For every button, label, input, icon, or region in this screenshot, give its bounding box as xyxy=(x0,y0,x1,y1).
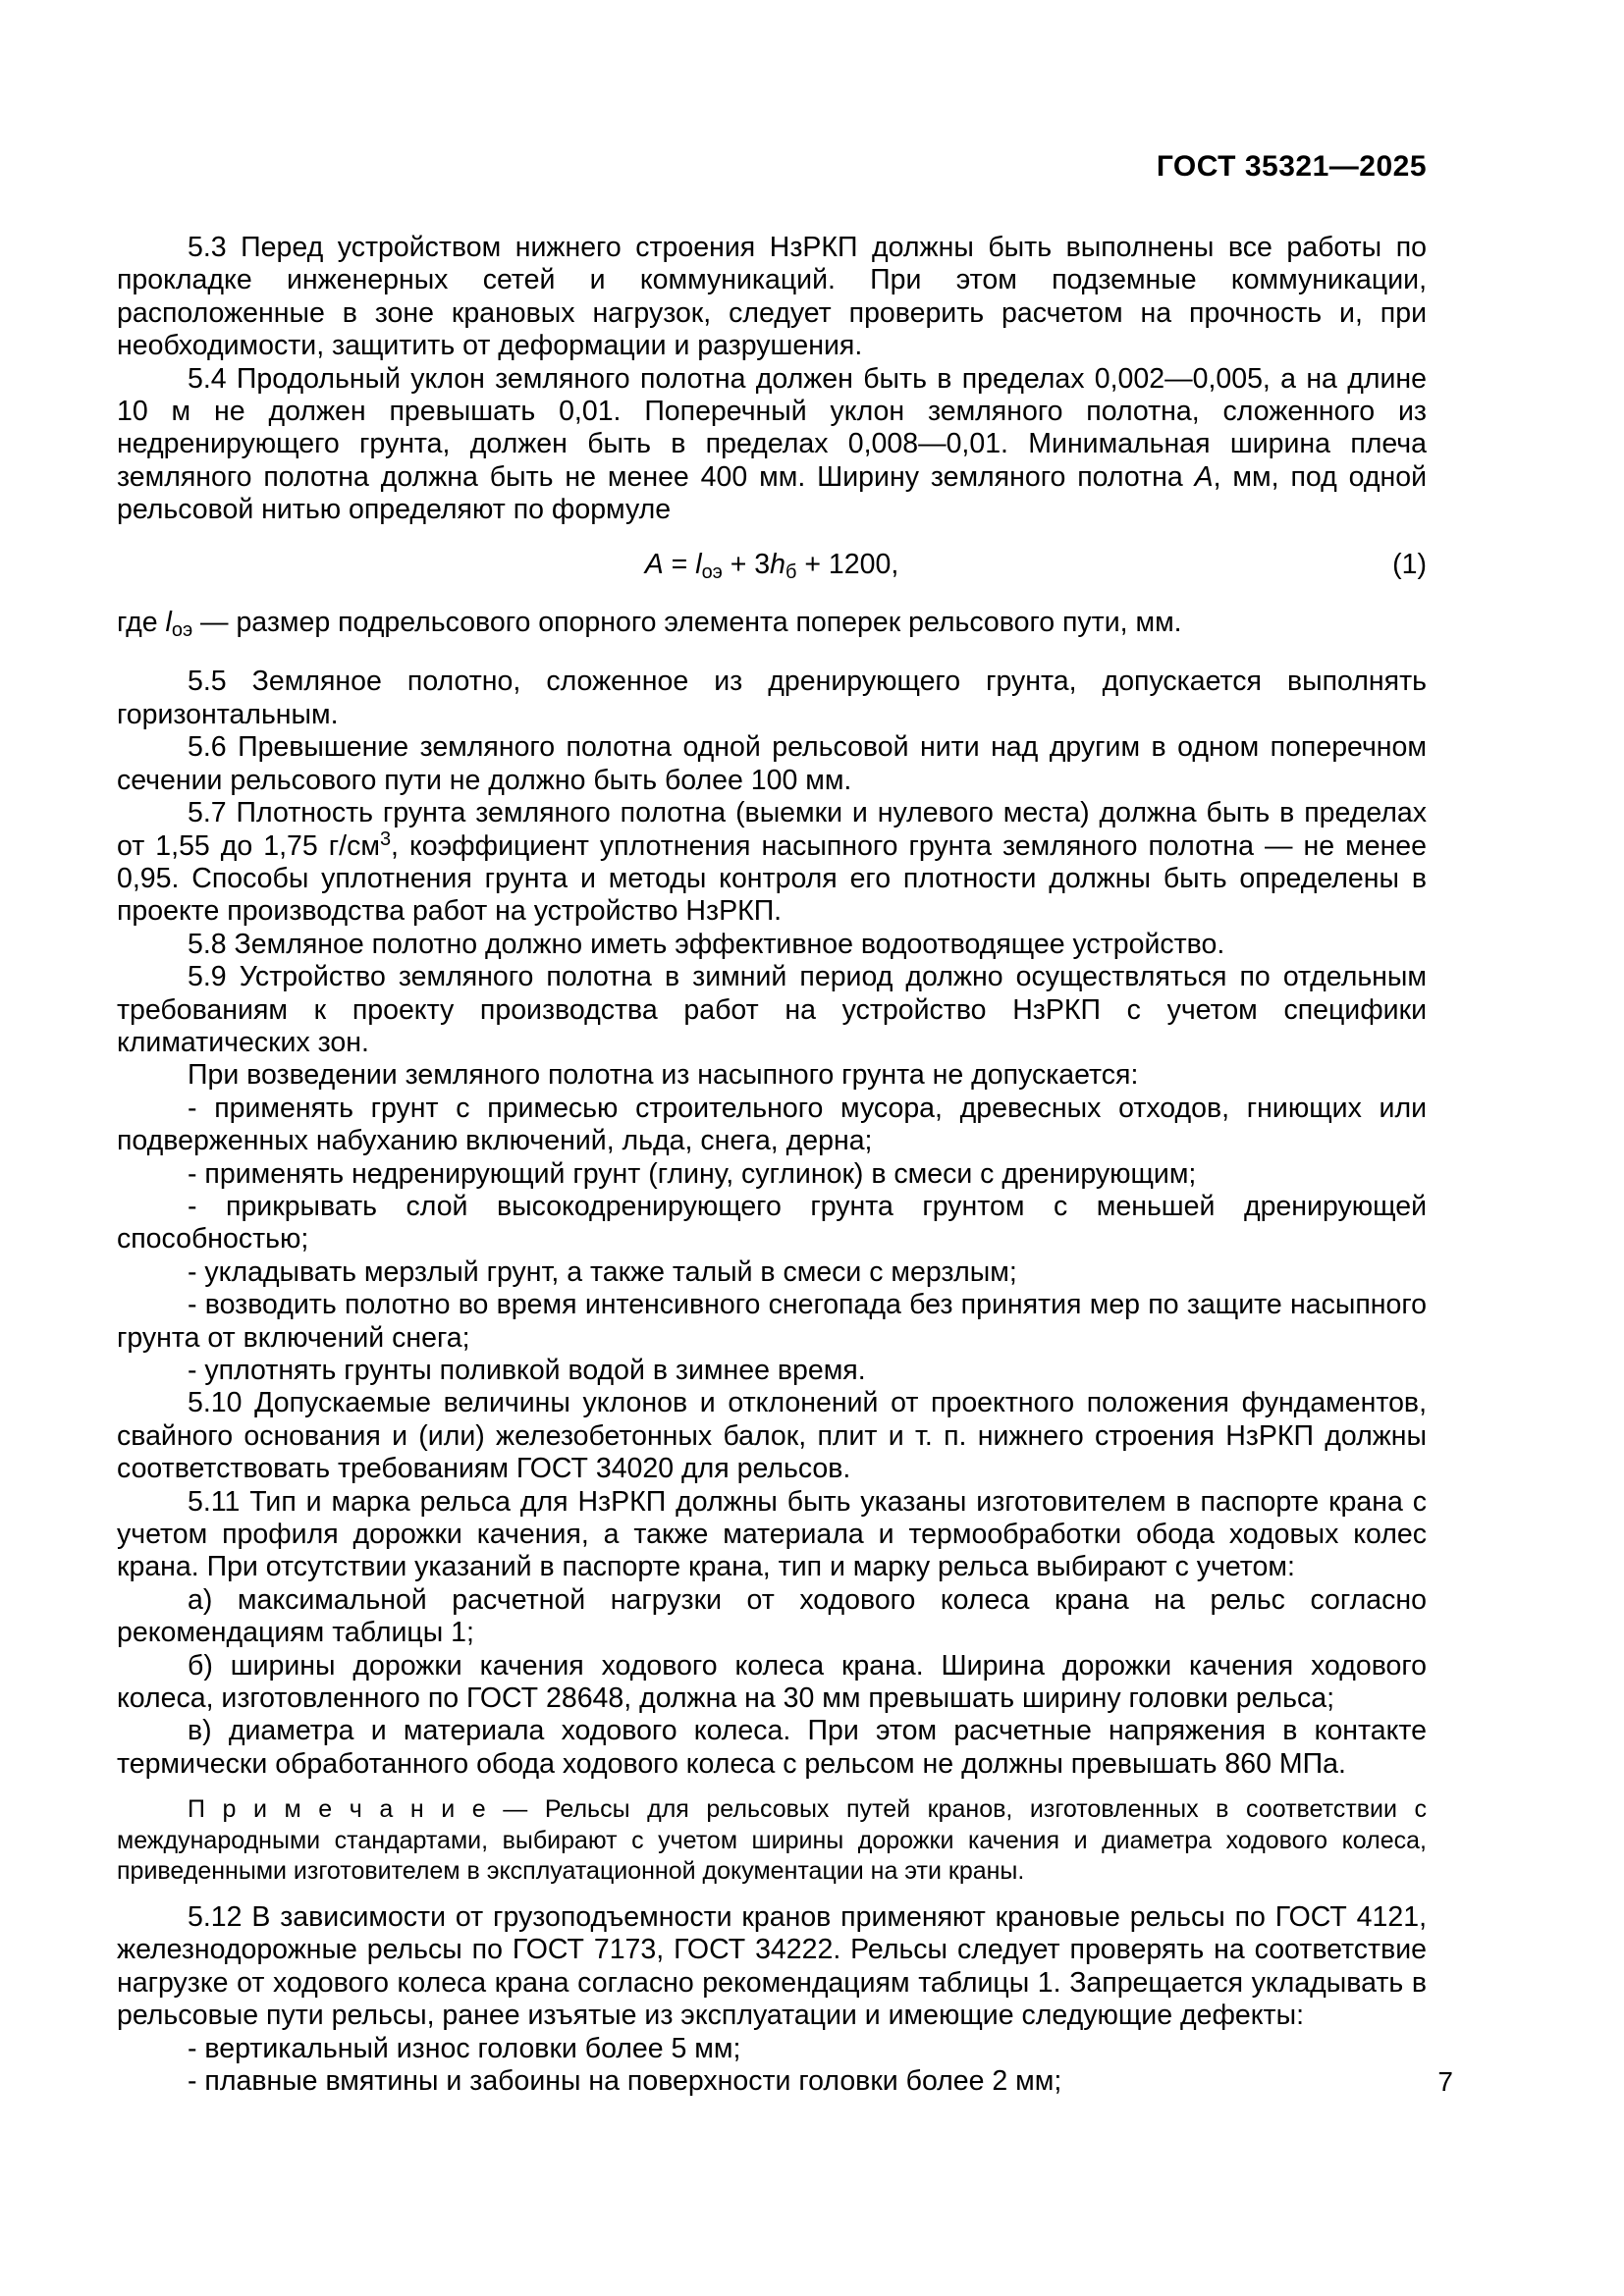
list-item: - вертикальный износ головки более 5 мм; xyxy=(188,2032,741,2064)
paragraph: 5.5 Земляное полотно, сложенное из дренирующего грунта, допускается выполнять горизонтальным. xyxy=(117,666,1427,730)
list-item: - возводить полотно во время интенсивного снегопада без принятия мер по защите насыпного грунта от включений снега; xyxy=(117,1289,1427,1354)
document-body xyxy=(117,232,1427,2099)
paragraph: 5.10 Допускаемые величины уклонов и отклонений от проектного положения фундаментов, свайного основания и (или) железобетонных балок, плит и т. п. нижнего строения НзРКП должны соответствовать требованиям ГОСТ 34020 для рельсов. xyxy=(117,1387,1427,1485)
formula-expression: $А = l_{оэ} + 3h_б + 1200$, xyxy=(644,548,899,583)
document-code-header: ГОСТ 35321—2025 xyxy=(1156,150,1427,183)
paragraph: 5.7 Плотность грунта земляного полотна (выемки и нулевого места) должна быть в пределах от 1,55 до 1,75 $г/см^3$, коэффициент уплотнения насыпного грунта земляного полотна — не менее 0,95. Способы уплотнения грунта и методы контроля его плотности должны быть определены в проекте производства работ на устройство НзРКП. xyxy=(117,797,1428,928)
list-item: в) диаметра и материала ходового колеса. При этом расчетные напряжения в контакте термически обработанного обода ходового колеса с рельсом не должны превышать 860 МПа. xyxy=(117,1715,1427,1780)
list-item: - плавные вмятины и забоины на поверхности головки более 2 мм; xyxy=(188,2065,1062,2098)
list-item: - укладывать мерзлый грунт, а также талый в смеси с мерзлым; xyxy=(188,1255,1017,1288)
formula-where-clause: где $l_{оэ}$ — размер подрельсового опорного элемента поперек рельсового пути, мм. xyxy=(117,607,1182,642)
paragraph: 5.9 Устройство земляного полотна в зимний период должно осуществляться по отдельным требованиям к проекту производства работ на устройство НзРКП с учетом специфики климатических зон. xyxy=(117,961,1427,1058)
note-paragraph: П р и м е ч а н и е — Рельсы для рельсовых путей кранов, изготовленных в соответствии с международными стандартами, выбирают с учетом ширины дорожки качения и диаметра ходового колеса, приведенными изготовителем в эксплуатационной документации на эти краны. xyxy=(117,1795,1427,1886)
list-item: а) максимальной расчетной нагрузки от ходового колеса крана на рельс согласно рекомендациям таблицы 1; xyxy=(117,1583,1427,1649)
paragraph: 5.11 Тип и марка рельса для НзРКП должны быть указаны изготовителем в паспорте крана с учетом профиля дорожки качения, а также материала и термообработки обода ходовых колес крана. При отсутствии указаний в паспорте крана, тип и марку рельса выбирают с учетом: xyxy=(117,1485,1427,1583)
paragraph: 5.8 Земляное полотно должно иметь эффективное водоотводящее устройство. xyxy=(188,928,1225,960)
list-item: б) ширины дорожки качения ходового колеса крана. Ширина дорожки качения ходового колеса, изготовленного по ГОСТ 28648, должна на 30 мм превышать ширину головки рельса; xyxy=(117,1649,1427,1715)
list-item: - применять грунт с примесью строительного мусора, древесных отходов, гниющих или подверженных набуханию включений, льда, снега, дерна; xyxy=(117,1092,1427,1157)
formula xyxy=(117,549,1427,581)
paragraph: 5.6 Превышение земляного полотна одной рельсовой нити над другим в одном поперечном сечении рельсового пути не должно быть более 100 мм. xyxy=(117,731,1427,796)
paragraph: 5.12 В зависимости от грузоподъемности кранов применяют крановые рельсы по ГОСТ 4121, железнодорожные рельсы по ГОСТ 7173, ГОСТ 34222. Рельсы следует проверять на соответствие нагрузке от ходового колеса крана согласно рекомендациям таблицы 1. Запрещается укладывать в рельсовые пути рельсы, ранее изъятые из эксплуатации и имеющие следующие дефекты: xyxy=(117,1901,1427,2032)
page-number: 7 xyxy=(1437,2066,1453,2097)
paragraph: 5.4 Продольный уклон земляного полотна должен быть в пределах 0,002—0,005, а на длине 10 м не должен превышать 0,01. Поперечный уклон земляного полотна, сложенного из недренирующего грунта, должен быть в пределах 0,008—0,01. Минимальная ширина плеча земляного полотна должна быть не менее 400 мм. Ширину земляного полотна А, мм, под одной рельсовой нитью определяют по формуле xyxy=(117,362,1427,526)
list-item: - уплотнять грунты поливкой водой в зимнее время. xyxy=(188,1355,866,1386)
list-item: - прикрывать слой высокодренирующего грунта грунтом с меньшей дренирующей способностью; xyxy=(117,1190,1427,1255)
paragraph: При возведении земляного полотна из насыпного грунта не допускается: xyxy=(188,1059,1139,1092)
paragraph: 5.3 Перед устройством нижнего строения НзРКП должны быть выполнены все работы по прокладке инженерных сетей и коммуникаций. При этом подземные коммуникации, расположенные в зоне крановых нагрузок, следует проверить расчетом на прочность и, при необходимости, защитить от деформации и разрушения. xyxy=(117,232,1427,362)
formula-number: (1) xyxy=(1392,548,1427,580)
list-item: - применять недренирующий грунт (глину, суглинок) в смеси с дренирующим; xyxy=(188,1157,1197,1190)
